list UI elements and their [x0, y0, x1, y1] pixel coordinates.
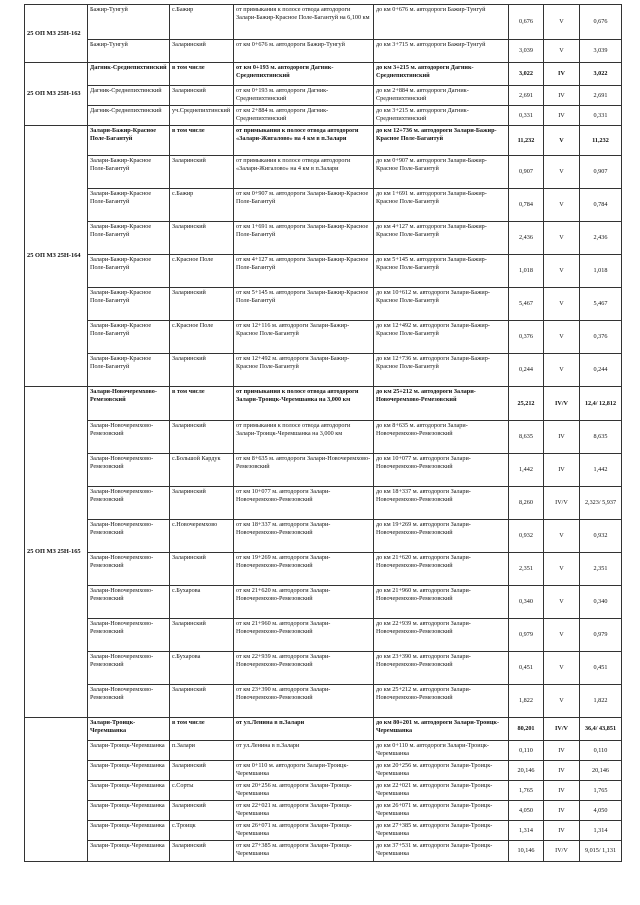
category-length-cell: 12,4/ 12,812 — [580, 387, 622, 421]
start-point-cell: от км 0+676 м. автодороги Бажир-Тунгуй — [234, 40, 374, 63]
road-name-cell: Бажир-Тунгуй — [88, 5, 170, 40]
category-length-cell: 5,467 — [580, 288, 622, 321]
table-row — [25, 5, 622, 40]
road-name-cell: Залари-Троицк-Черемшанка — [88, 781, 170, 801]
locality-cell: Заларинский — [170, 86, 234, 106]
table-row — [25, 761, 622, 781]
length-cell: 1,314 — [509, 821, 544, 841]
start-point-cell: от км 22+939 м. автодороги Залари-Новочеремхово-Ремезовский — [234, 652, 374, 685]
category-cell: V — [544, 126, 580, 156]
length-cell: 0,376 — [509, 321, 544, 354]
start-point-cell: от км 23+390 м. автодороги Залари-Новочеремхово-Ремезовский — [234, 685, 374, 718]
category-cell: IV/V — [544, 387, 580, 421]
start-point-cell: от км 0+193 м. автодороги Дагник-Среднепихтинский — [234, 86, 374, 106]
length-cell: 5,467 — [509, 288, 544, 321]
start-point-cell: от км 2+884 м. автодороги Дагник-Среднепихтинский — [234, 106, 374, 126]
start-point-cell: от примыкания к полосе отвода автодороги Залари-Троицк-Черемшанка на 3,000 км — [234, 387, 374, 421]
locality-cell: с.Бухарова — [170, 652, 234, 685]
locality-cell: в том числе — [170, 63, 234, 86]
road-code-cell — [25, 718, 88, 862]
category-length-cell: 1,314 — [580, 821, 622, 841]
end-point-cell: до км 12+736 м. автодороги Залари-Бажир-Красное Поле-Багантуй — [374, 354, 509, 387]
end-point-cell: до км 22+021 м. автодороги Залари-Троицк-Черемшанка — [374, 781, 509, 801]
category-length-cell: 0,376 — [580, 321, 622, 354]
table-row — [25, 288, 622, 321]
road-name-cell: Залари-Бажир-Красное Поле-Багантуй — [88, 189, 170, 222]
locality-cell: с.Бажир — [170, 189, 234, 222]
category-length-cell: 0,451 — [580, 652, 622, 685]
table-row-total — [25, 387, 622, 421]
category-length-cell: 2,691 — [580, 86, 622, 106]
locality-cell: Заларинский — [170, 222, 234, 255]
category-length-cell: 0,331 — [580, 106, 622, 126]
length-cell: 2,436 — [509, 222, 544, 255]
end-point-cell: до км 27+385 м. автодороги Залари-Троицк-Черемшанка — [374, 821, 509, 841]
length-cell: 0,331 — [509, 106, 544, 126]
road-name-cell: Залари-Бажир-Красное Поле-Багантуй — [88, 255, 170, 288]
road-register-body — [25, 5, 622, 862]
category-length-cell: 8,635 — [580, 421, 622, 454]
length-cell: 20,146 — [509, 761, 544, 781]
table-row — [25, 86, 622, 106]
table-row — [25, 801, 622, 821]
start-point-cell: от км 22+021 м. автодороги Залари-Троицк-Черемшанка — [234, 801, 374, 821]
category-length-cell: 1,765 — [580, 781, 622, 801]
category-length-cell: 0,676 — [580, 5, 622, 40]
end-point-cell: до км 10+612 м. автодороги Залари-Бажир-Красное Поле-Багантуй — [374, 288, 509, 321]
category-length-cell: 0,110 — [580, 741, 622, 761]
road-name-cell: Залари-Новочеремхово-Ремезовский — [88, 520, 170, 553]
end-point-cell: до км 12+492 м. автодороги Залари-Бажир-Красное Поле-Багантуй — [374, 321, 509, 354]
category-length-cell: 0,907 — [580, 156, 622, 189]
category-length-cell: 4,050 — [580, 801, 622, 821]
table-row — [25, 781, 622, 801]
category-cell: IV — [544, 63, 580, 86]
locality-cell: Заларинский — [170, 40, 234, 63]
length-cell: 10,146 — [509, 841, 544, 862]
end-point-cell: до км 26+071 м. автодороги Залари-Троицк-Черемшанка — [374, 801, 509, 821]
category-cell: IV — [544, 421, 580, 454]
road-name-cell: Залари-Бажир-Красное Поле-Багантуй — [88, 156, 170, 189]
end-point-cell: до км 25+212 м. автодороги Залари-Новочеремхово-Ремезовский — [374, 387, 509, 421]
start-point-cell: от км 20+256 м. автодороги Залари-Троицк-Черемшанка — [234, 781, 374, 801]
locality-cell: Заларинский — [170, 421, 234, 454]
category-cell: V — [544, 156, 580, 189]
road-register-table — [24, 4, 622, 862]
locality-cell: Заларинский — [170, 619, 234, 652]
road-name-cell: Залари-Троицк-Черемшанка — [88, 718, 170, 741]
category-cell: V — [544, 520, 580, 553]
category-length-cell: 0,784 — [580, 189, 622, 222]
end-point-cell: до км 0+676 м. автодороги Бажир-Тунгуй — [374, 5, 509, 40]
locality-cell: Заларинский — [170, 553, 234, 586]
length-cell: 1,765 — [509, 781, 544, 801]
end-point-cell: до км 20+256 м. автодороги Залари-Троицк-Черемшанка — [374, 761, 509, 781]
category-cell: V — [544, 321, 580, 354]
table-row — [25, 821, 622, 841]
length-cell: 2,351 — [509, 553, 544, 586]
length-cell: 2,691 — [509, 86, 544, 106]
category-cell: V — [544, 189, 580, 222]
start-point-cell: от км 19+269 м. автодороги Залари-Новочеремхово-Ремезовский — [234, 553, 374, 586]
road-code-cell: 25 ОП МЗ 25Н-162 — [25, 5, 88, 63]
category-length-cell: 36,4/ 43,851 — [580, 718, 622, 741]
length-cell: 1,442 — [509, 454, 544, 487]
start-point-cell: от км 18+337 м. автодороги Залари-Новочеремхово-Ремезовский — [234, 520, 374, 553]
category-cell: IV — [544, 86, 580, 106]
locality-cell: в том числе — [170, 387, 234, 421]
start-point-cell: от примыкания к полосе отвода автодороги Залари-Троицк-Черемшанка на 3,000 км — [234, 421, 374, 454]
end-point-cell: до км 21+960 м. автодороги Залари-Новочеремхово-Ремезовский — [374, 586, 509, 619]
end-point-cell: до км 8+635 м. автодороги Залари-Новочеремхово-Ремезовский — [374, 421, 509, 454]
table-row — [25, 685, 622, 718]
category-length-cell: 9,015/ 1,131 — [580, 841, 622, 862]
start-point-cell: от ул.Ленина в п.Залари — [234, 718, 374, 741]
road-name-cell: Залари-Новочеремхово-Ремезовский — [88, 454, 170, 487]
category-length-cell: 3,039 — [580, 40, 622, 63]
category-cell: IV/V — [544, 718, 580, 741]
table-row — [25, 421, 622, 454]
start-point-cell: от км 4+127 м. автодороги Залари-Бажир-Красное Поле-Багантуй — [234, 255, 374, 288]
length-cell: 0,907 — [509, 156, 544, 189]
start-point-cell: от км 1+691 м. автодороги Залари-Бажир-Красное Поле-Багантуй — [234, 222, 374, 255]
length-cell: 0,979 — [509, 619, 544, 652]
road-name-cell: Залари-Новочеремхово-Ремезовский — [88, 487, 170, 520]
end-point-cell: до км 10+077 м. автодороги Залари-Новочеремхово-Ремезовский — [374, 454, 509, 487]
category-cell: V — [544, 652, 580, 685]
length-cell: 11,232 — [509, 126, 544, 156]
locality-cell: с.Большой Кардук — [170, 454, 234, 487]
end-point-cell: до км 3+215 м. автодороги Дагник-Среднепихтинский — [374, 106, 509, 126]
locality-cell: Заларинский — [170, 685, 234, 718]
locality-cell: Заларинский — [170, 801, 234, 821]
category-cell: IV — [544, 454, 580, 487]
locality-cell: с.Сорты — [170, 781, 234, 801]
category-cell: IV/V — [544, 841, 580, 862]
category-length-cell: 0,340 — [580, 586, 622, 619]
locality-cell: Заларинский — [170, 156, 234, 189]
start-point-cell: от км 0+193 м. автодороги Дагник-Среднепихтинский — [234, 63, 374, 86]
category-cell: IV — [544, 781, 580, 801]
locality-cell: Заларинский — [170, 288, 234, 321]
category-cell: V — [544, 222, 580, 255]
length-cell: 25,212 — [509, 387, 544, 421]
road-name-cell: Дагник-Среднепихтинский — [88, 86, 170, 106]
category-length-cell: 1,442 — [580, 454, 622, 487]
road-name-cell: Залари-Новочеремхово-Ремезовский — [88, 685, 170, 718]
table-row — [25, 652, 622, 685]
category-cell: V — [544, 553, 580, 586]
category-length-cell: 1,018 — [580, 255, 622, 288]
category-length-cell: 0,932 — [580, 520, 622, 553]
table-row — [25, 841, 622, 862]
end-point-cell: до км 3+715 м. автодороги Бажир-Тунгуй — [374, 40, 509, 63]
start-point-cell: от км 21+620 м. автодороги Залари-Новочеремхово-Ремезовский — [234, 586, 374, 619]
length-cell: 1,018 — [509, 255, 544, 288]
end-point-cell: до км 5+145 м. автодороги Залари-Бажир-Красное Поле-Багантуй — [374, 255, 509, 288]
start-point-cell: от км 10+077 м. автодороги Залари-Новочеремхово-Ремезовский — [234, 487, 374, 520]
category-cell: IV — [544, 821, 580, 841]
end-point-cell: до км 21+620 м. автодороги Залари-Новочеремхово-Ремезовский — [374, 553, 509, 586]
category-cell: V — [544, 354, 580, 387]
start-point-cell: от км 0+110 м. автодороги Залари-Троицк-Черемшанка — [234, 761, 374, 781]
table-row — [25, 189, 622, 222]
table-row — [25, 741, 622, 761]
category-length-cell: 2,323/ 5,937 — [580, 487, 622, 520]
start-point-cell: от км 21+960 м. автодороги Залари-Новочеремхово-Ремезовский — [234, 619, 374, 652]
table-row — [25, 520, 622, 553]
locality-cell: п.Залари — [170, 741, 234, 761]
start-point-cell: от км 12+116 м. автодороги Залари-Бажир-Красное Поле-Багантуй — [234, 321, 374, 354]
table-row-total — [25, 126, 622, 156]
end-point-cell: до км 0+907 м. автодороги Залари-Бажир-Красное Поле-Багантуй — [374, 156, 509, 189]
start-point-cell: от ул.Ленина в п.Залари — [234, 741, 374, 761]
end-point-cell: до км 2+884 м. автодороги Дагник-Среднепихтинский — [374, 86, 509, 106]
category-length-cell: 0,979 — [580, 619, 622, 652]
locality-cell: в том числе — [170, 126, 234, 156]
length-cell: 0,784 — [509, 189, 544, 222]
locality-cell: с.Красное Поле — [170, 321, 234, 354]
table-row — [25, 40, 622, 63]
category-cell: V — [544, 255, 580, 288]
road-name-cell: Залари-Бажир-Красное Поле-Багантуй — [88, 354, 170, 387]
locality-cell: в том числе — [170, 718, 234, 741]
length-cell: 0,932 — [509, 520, 544, 553]
road-name-cell: Залари-Троицк-Черемшанка — [88, 821, 170, 841]
start-point-cell: от примыкания к полосе отвода автодороги «Залари-Жигалово» на 4 км в п.Залари — [234, 126, 374, 156]
table-row — [25, 106, 622, 126]
length-cell: 3,022 — [509, 63, 544, 86]
end-point-cell: до км 3+215 м. автодороги Дагник-Среднепихтинский — [374, 63, 509, 86]
locality-cell: с.Бажир — [170, 5, 234, 40]
table-row — [25, 222, 622, 255]
locality-cell: с.Красное Поле — [170, 255, 234, 288]
start-point-cell: от примыкания к полосе отвода автодороги «Залари-Жигалово» на 4 км в п.Залари — [234, 156, 374, 189]
category-length-cell: 1,822 — [580, 685, 622, 718]
road-name-cell: Залари-Новочеремхово-Ремезовский — [88, 586, 170, 619]
table-row — [25, 354, 622, 387]
road-name-cell: Залари-Новочеремхово-Ремезовский — [88, 387, 170, 421]
category-cell: V — [544, 40, 580, 63]
table-row-total — [25, 718, 622, 741]
length-cell: 0,244 — [509, 354, 544, 387]
length-cell: 3,039 — [509, 40, 544, 63]
length-cell: 0,451 — [509, 652, 544, 685]
length-cell: 8,260 — [509, 487, 544, 520]
end-point-cell: до км 1+691 м. автодороги Залари-Бажир-Красное Поле-Багантуй — [374, 189, 509, 222]
locality-cell: Заларинский — [170, 354, 234, 387]
table-row — [25, 255, 622, 288]
road-name-cell: Залари-Троицк-Черемшанка — [88, 801, 170, 821]
road-name-cell: Залари-Новочеремхово-Ремезовский — [88, 421, 170, 454]
length-cell: 1,822 — [509, 685, 544, 718]
start-point-cell: от км 5+145 м. автодороги Залари-Бажир-Красное Поле-Багантуй — [234, 288, 374, 321]
locality-cell: с.Троицк — [170, 821, 234, 841]
category-length-cell: 0,244 — [580, 354, 622, 387]
end-point-cell: до км 23+390 м. автодороги Залари-Новочеремхово-Ремезовский — [374, 652, 509, 685]
table-row-total — [25, 63, 622, 86]
category-length-cell: 20,146 — [580, 761, 622, 781]
end-point-cell: до км 19+269 м. автодороги Залари-Новочеремхово-Ремезовский — [374, 520, 509, 553]
end-point-cell: до км 37+531 м. автодороги Залари-Троицк-Черемшанка — [374, 841, 509, 862]
table-row — [25, 321, 622, 354]
table-row — [25, 156, 622, 189]
category-cell: V — [544, 685, 580, 718]
end-point-cell: до км 25+212 м. автодороги Залари-Новочеремхово-Ремезовский — [374, 685, 509, 718]
road-name-cell: Залари-Новочеремхово-Ремезовский — [88, 619, 170, 652]
length-cell: 80,201 — [509, 718, 544, 741]
locality-cell: уч.Среднепихтинский — [170, 106, 234, 126]
category-cell: IV — [544, 106, 580, 126]
start-point-cell: от км 12+492 м. автодороги Залари-Бажир-Красное Поле-Багантуй — [234, 354, 374, 387]
table-row — [25, 454, 622, 487]
category-cell: IV — [544, 761, 580, 781]
length-cell: 0,110 — [509, 741, 544, 761]
end-point-cell: до км 18+337 м. автодороги Залари-Новочеремхово-Ремезовский — [374, 487, 509, 520]
category-length-cell: 2,436 — [580, 222, 622, 255]
start-point-cell: от км 26+071 м. автодороги Залари-Троицк-Черемшанка — [234, 821, 374, 841]
length-cell: 0,340 — [509, 586, 544, 619]
category-cell: V — [544, 5, 580, 40]
road-name-cell: Дагник-Среднепихтинский — [88, 106, 170, 126]
category-cell: V — [544, 619, 580, 652]
road-name-cell: Залари-Троицк-Черемшанка — [88, 741, 170, 761]
length-cell: 4,050 — [509, 801, 544, 821]
road-name-cell: Залари-Бажир-Красное Поле-Багантуй — [88, 126, 170, 156]
end-point-cell: до км 4+127 м. автодороги Залари-Бажир-Красное Поле-Багантуй — [374, 222, 509, 255]
table-row — [25, 553, 622, 586]
locality-cell: Заларинский — [170, 761, 234, 781]
road-name-cell: Бажир-Тунгуй — [88, 40, 170, 63]
category-cell: V — [544, 288, 580, 321]
table-row — [25, 487, 622, 520]
start-point-cell: от примыкания к полосе отвода автодороги Залари-Бажир-Красное Поле-Багантуй на 6,100 км — [234, 5, 374, 40]
road-name-cell: Залари-Бажир-Красное Поле-Багантуй — [88, 288, 170, 321]
road-name-cell: Залари-Бажир-Красное Поле-Багантуй — [88, 222, 170, 255]
road-name-cell: Залари-Новочеремхово-Ремезовский — [88, 652, 170, 685]
road-name-cell: Залари-Троицк-Черемшанка — [88, 761, 170, 781]
start-point-cell: от км 0+907 м. автодороги Залари-Бажир-Красное Поле-Багантуй — [234, 189, 374, 222]
start-point-cell: от км 8+635 м. автодороги Залари-Новочеремхово-Ремезовский — [234, 454, 374, 487]
length-cell: 0,676 — [509, 5, 544, 40]
road-name-cell: Залари-Бажир-Красное Поле-Багантуй — [88, 321, 170, 354]
category-cell: IV — [544, 741, 580, 761]
road-name-cell: Дагник-Среднепихтинский — [88, 63, 170, 86]
locality-cell: Заларинский — [170, 841, 234, 862]
end-point-cell: до км 0+110 м. автодороги Залари-Троицк-Черемшанка — [374, 741, 509, 761]
category-cell: IV — [544, 801, 580, 821]
road-code-cell: 25 ОП МЗ 25Н-164 — [25, 126, 88, 387]
end-point-cell: до км 22+939 м. автодороги Залари-Новочеремхово-Ремезовский — [374, 619, 509, 652]
start-point-cell: от км 27+385 м. автодороги Залари-Троицк-Черемшанка — [234, 841, 374, 862]
table-row — [25, 586, 622, 619]
road-code-cell: 25 ОП МЗ 25Н-165 — [25, 387, 88, 718]
road-name-cell: Залари-Троицк-Черемшанка — [88, 841, 170, 862]
end-point-cell: до км 80+201 м. автодороги Залари-Троицк-Черемшанка — [374, 718, 509, 741]
locality-cell: с.Бухарова — [170, 586, 234, 619]
table-row — [25, 619, 622, 652]
end-point-cell: до км 12+736 м. автодороги Залари-Бажир-Красное Поле-Багантуй — [374, 126, 509, 156]
category-cell: IV/V — [544, 487, 580, 520]
category-length-cell: 3,022 — [580, 63, 622, 86]
category-length-cell: 2,351 — [580, 553, 622, 586]
locality-cell: Заларинский — [170, 487, 234, 520]
locality-cell: с.Новочеремхово — [170, 520, 234, 553]
category-length-cell: 11,232 — [580, 126, 622, 156]
category-cell: V — [544, 586, 580, 619]
road-code-cell: 25 ОП МЗ 25Н-163 — [25, 63, 88, 126]
length-cell: 8,635 — [509, 421, 544, 454]
road-name-cell: Залари-Новочеремхово-Ремезовский — [88, 553, 170, 586]
